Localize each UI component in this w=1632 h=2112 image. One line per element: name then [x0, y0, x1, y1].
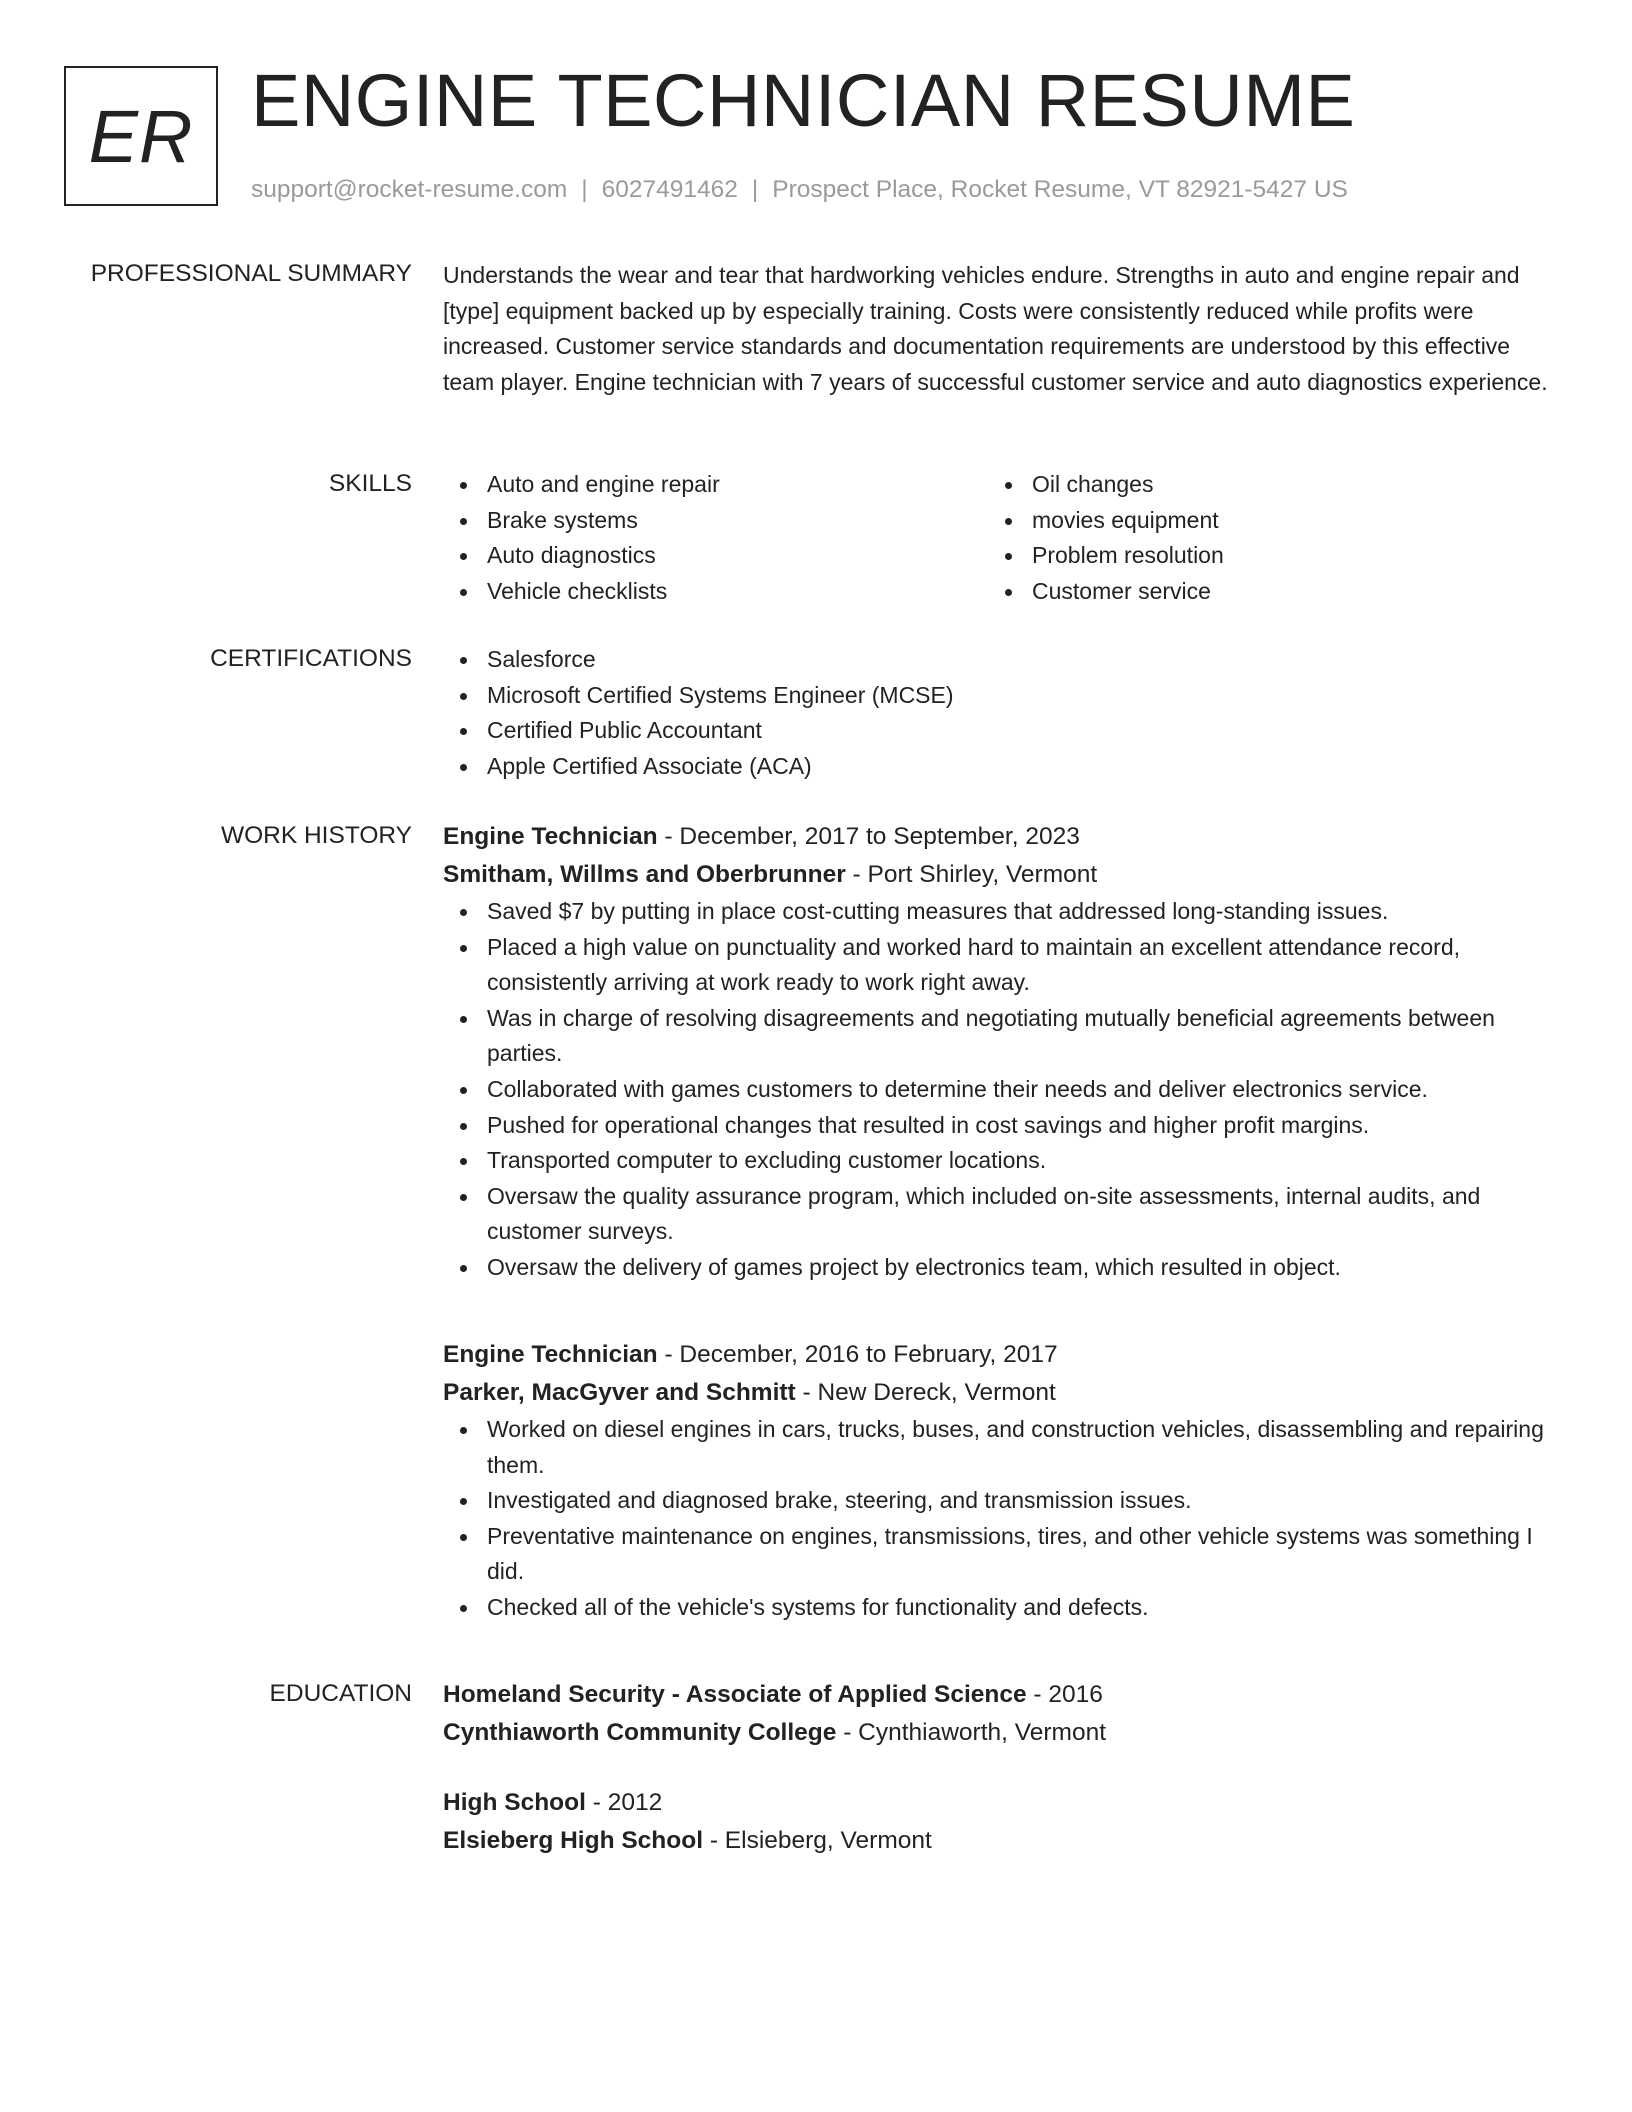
skill-item: Auto diagnostics — [443, 538, 988, 574]
skills-left-list — [443, 467, 988, 609]
job-company-line — [443, 1374, 1558, 1412]
skill-item: movies equipment — [988, 503, 1533, 539]
job-bullet: Placed a high value on punctuality and worked hard to maintain an excellent attendance record, consistently arriving at work ready to work right away. — [443, 930, 1558, 1001]
skill-item: Customer service — [988, 574, 1533, 610]
skills-heading: SKILLS — [328, 470, 412, 497]
skills-body — [443, 467, 1558, 609]
job-bullet: Worked on diesel engines in cars, trucks, buses, and construction vehicles, disassembling and repairing them. — [443, 1412, 1558, 1483]
certification-item: Microsoft Certified Systems Engineer (MCSE) — [443, 678, 1558, 714]
job-bullet-list — [443, 1412, 1558, 1626]
education-entry — [443, 1784, 1558, 1860]
summary-text: Understands the wear and tear that hardworking vehicles endure. Strengths in auto and engine repair and [type] equipment backed up by especially training. Costs were consistently reduced while profits were increased. Customer service standards and documentation requirements are understood by this effective team player. Engine technician with 7 years of successful customer service and auto diagnostics experience. — [443, 262, 1548, 395]
work-history-heading: WORK HISTORY — [220, 822, 412, 849]
job-bullet-list — [443, 894, 1558, 1286]
job-bullet: Transported computer to excluding customer locations. — [443, 1143, 1558, 1179]
job-bullet: Pushed for operational changes that resulted in cost savings and higher profit margins. — [443, 1108, 1558, 1144]
certifications-heading: CERTIFICATIONS — [210, 645, 412, 672]
education-entry — [443, 1676, 1558, 1752]
certification-item: Salesforce — [443, 642, 1558, 678]
monogram-initials: ER — [88, 94, 194, 178]
contact-phone: 6027491462 — [601, 176, 738, 203]
job-company-line — [443, 856, 1558, 894]
education-heading: EDUCATION — [269, 1680, 412, 1707]
work-history-body — [443, 818, 1558, 1620]
job-bullet: Was in charge of resolving disagreements and negotiating mutually beneficial agreements between parties. — [443, 1001, 1558, 1072]
education-body — [443, 1676, 1558, 1860]
job-bullet: Oversaw the quality assurance program, which included on-site assessments, internal audits, and customer surveys. — [443, 1179, 1558, 1250]
monogram-box — [64, 66, 218, 206]
summary-heading: PROFESSIONAL SUMMARY — [90, 260, 412, 287]
education-year: - 2012 — [585, 1789, 663, 1816]
education-degree-line — [443, 1784, 1558, 1822]
certification-item: Certified Public Accountant — [443, 713, 1558, 749]
education-school-line — [443, 1822, 1558, 1860]
job-bullet: Investigated and diagnosed brake, steering, and transmission issues. — [443, 1483, 1558, 1519]
job-location: - New Dereck, Vermont — [795, 1379, 1056, 1406]
education-location: - Elsieberg, Vermont — [703, 1827, 932, 1854]
contact-separator: | — [751, 176, 759, 203]
skill-item: Auto and engine repair — [443, 467, 988, 503]
certifications-body — [443, 642, 1558, 784]
job-dates: - December, 2017 to September, 2023 — [657, 823, 1080, 850]
job-company: Smitham, Willms and Oberbrunner — [443, 861, 846, 888]
contact-email: support@rocket-resume.com — [251, 176, 568, 203]
education-degree: Homeland Security - Associate of Applied Science — [443, 1681, 1027, 1708]
job-bullet: Saved $7 by putting in place cost-cutting measures that addressed long-standing issues. — [443, 894, 1558, 930]
education-school-line — [443, 1714, 1558, 1752]
certification-item: Apple Certified Associate (ACA) — [443, 749, 1558, 785]
education-year: - 2016 — [1026, 1681, 1103, 1708]
skills-right-list — [988, 467, 1533, 609]
summary-body — [443, 258, 1558, 400]
contact-line — [251, 172, 1348, 208]
education-degree-line — [443, 1676, 1558, 1714]
job-entry — [443, 1336, 1558, 1626]
job-company: Parker, MacGyver and Schmitt — [443, 1379, 796, 1406]
job-bullet: Oversaw the delivery of games project by electronics team, which resulted in object. — [443, 1250, 1558, 1286]
job-bullet: Preventative maintenance on engines, transmissions, tires, and other vehicle systems was something I did. — [443, 1519, 1558, 1590]
education-school: Elsieberg High School — [443, 1827, 704, 1854]
skill-item: Brake systems — [443, 503, 988, 539]
skill-item: Oil changes — [988, 467, 1533, 503]
job-title: Engine Technician — [443, 823, 658, 850]
job-bullet: Collaborated with games customers to determine their needs and deliver electronics service. — [443, 1072, 1558, 1108]
job-title-line — [443, 1336, 1558, 1374]
skill-item: Problem resolution — [988, 538, 1533, 574]
certifications-list — [443, 642, 1558, 784]
contact-separator: | — [581, 176, 588, 203]
job-title-line — [443, 818, 1558, 856]
job-dates: - December, 2016 to February, 2017 — [657, 1341, 1058, 1368]
education-location: - Cynthiaworth, Vermont — [836, 1719, 1106, 1746]
education-school: Cynthiaworth Community College — [443, 1719, 837, 1746]
job-bullet: Checked all of the vehicle's systems for functionality and defects. — [443, 1590, 1558, 1626]
education-degree: High School — [443, 1789, 586, 1816]
job-location: - Port Shirley, Vermont — [845, 861, 1098, 888]
skill-item: Vehicle checklists — [443, 574, 988, 610]
contact-address: Prospect Place, Rocket Resume, VT 82921-5427 US — [772, 176, 1348, 203]
job-title: Engine Technician — [443, 1341, 658, 1368]
job-entry — [443, 818, 1558, 1286]
resume-title: ENGINE TECHNICIAN RESUME — [251, 59, 1356, 142]
